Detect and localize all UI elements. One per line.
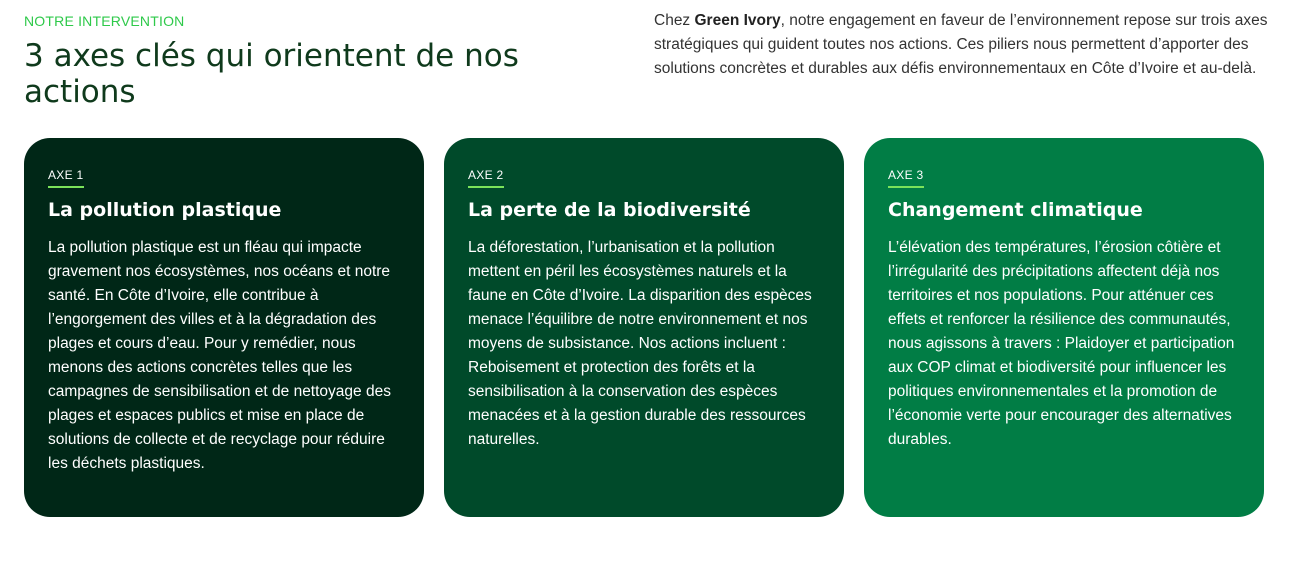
intro-brand: Green Ivory xyxy=(694,12,781,29)
intro-prefix: Chez xyxy=(654,12,695,29)
axis-tag: AXE 3 xyxy=(888,167,924,188)
axis-tag: AXE 2 xyxy=(468,167,504,188)
axis-description: La pollution plastique est un fléau qui impacte gravement nos écosystèmes, nos océans et notre santé. En Côte d’Ivoire, elle contribue à l’engorgement des villes et à la dégradation des plages et cours d’eau. Pour y remédier, nous menons des actions concrètes telles que les campagnes de sensibilisation et de nettoyage des plages et espaces publics et mise en place de solutions de collecte et de recyclage pour réduire les déchets plastiques. xyxy=(48,239,391,472)
axis-card-2 xyxy=(444,138,844,517)
section-eyebrow: NOTRE INTERVENTION xyxy=(24,13,185,29)
section-intro xyxy=(654,9,1274,81)
axis-title: Changement climatique xyxy=(888,199,1143,221)
axis-description: La déforestation, l’urbanisation et la pollution mettent en péril les écosystèmes naturels et la faune en Côte d’Ivoire. La disparition des espèces menace l’équilibre de notre environnement et nos moyens de subsistance. Nos actions incluent : Reboisement et protection des forêts et la sensibilisation à la conservation des espèces menacées et à la gestion durable des ressources naturelles. xyxy=(468,239,812,448)
axis-description: L’élévation des températures, l’érosion côtière et l’irrégularité des précipitations affectent déjà nos territoires et nos populations. Pour atténuer ces effets et renforcer la résilience des communautés, nous agissons à travers : Plaidoyer et participation aux COP climat et biodiversité pour influencer les politiques environnementales et la promotion de l’économie verte pour encourager des alternatives durables. xyxy=(888,239,1235,448)
intro-text: , notre engagement en faveur de l’environnement repose sur trois axes stratégiques qui guident toutes nos actions. Ces piliers nous permettent d’apporter des solutions concrètes et durables aux défis environnementaux en Côte d’Ivoire et au-delà. xyxy=(654,12,1268,77)
section-heading: 3 axes clés qui orientent de nos actions xyxy=(24,38,519,110)
axis-card-3 xyxy=(864,138,1264,517)
axis-card-1 xyxy=(24,138,424,517)
axis-title: La pollution plastique xyxy=(48,199,282,221)
axis-title: La perte de la biodiversité xyxy=(468,199,751,221)
axis-tag: AXE 1 xyxy=(48,167,84,188)
